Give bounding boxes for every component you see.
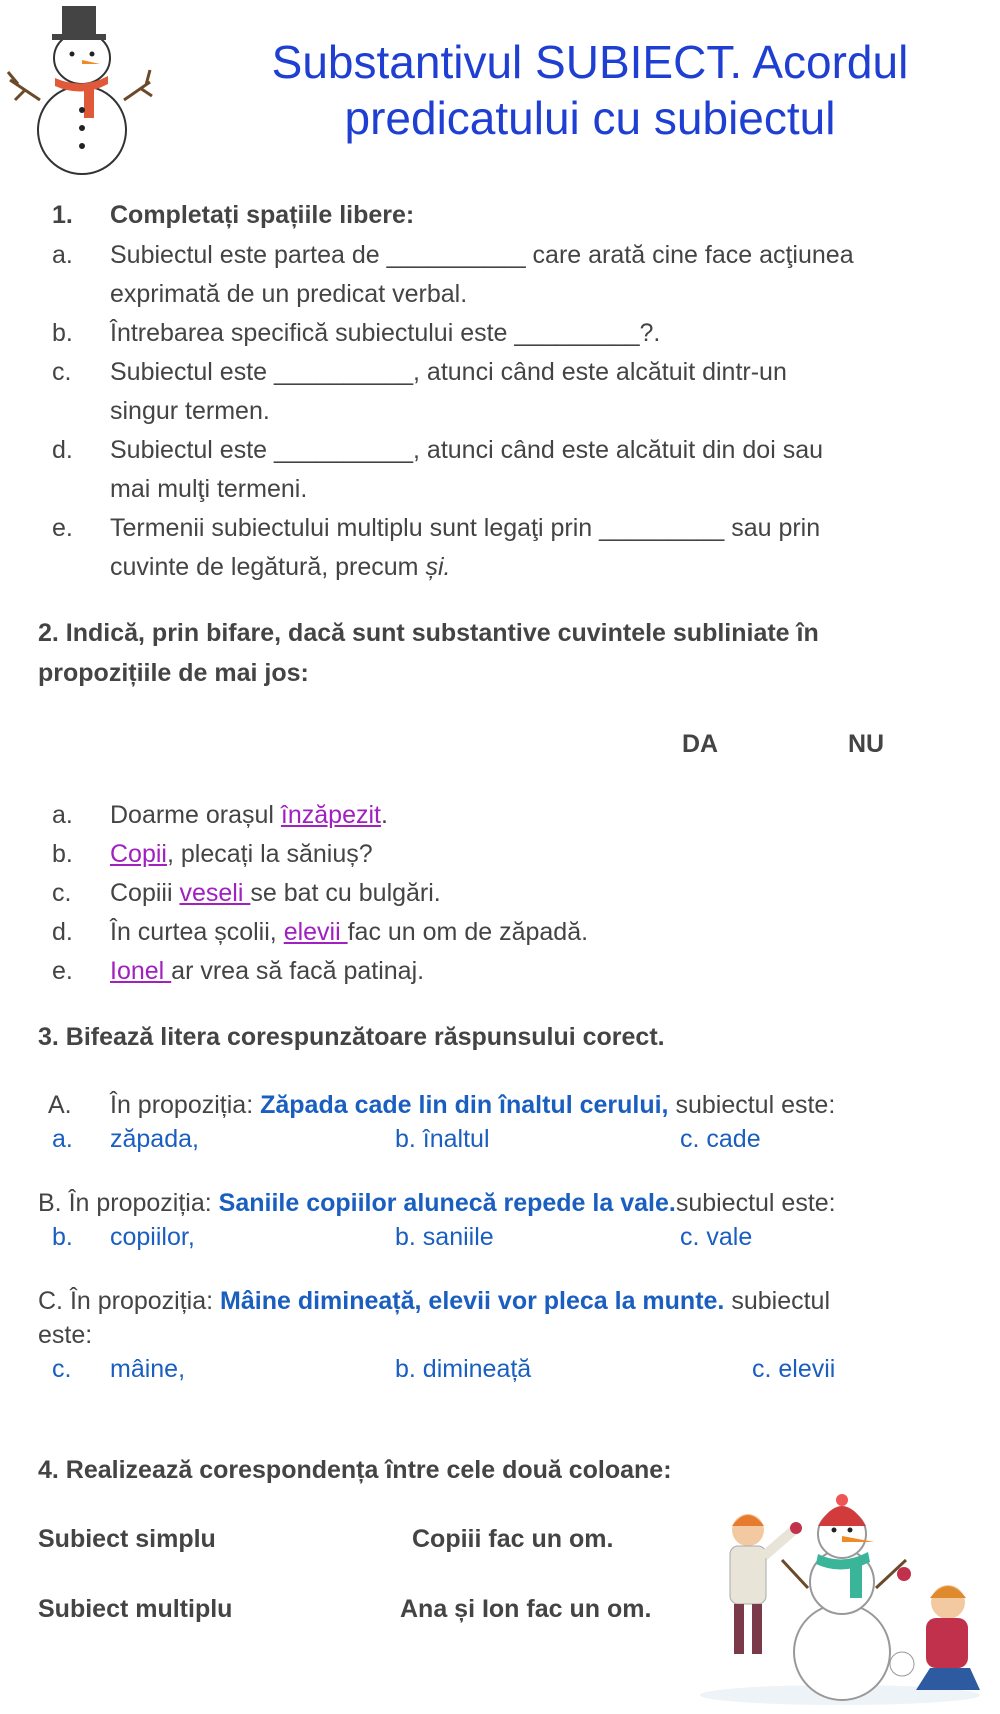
ex1-heading: Completați spațiile libere: [110, 201, 415, 229]
left-column-item[interactable]: Subiect multiplu [38, 1595, 233, 1623]
column-nu: NU [848, 730, 885, 758]
option-b3[interactable]: c. vale [680, 1223, 753, 1251]
column-da: DA [682, 730, 719, 758]
right-column-item[interactable]: Copiii fac un om. [412, 1525, 614, 1553]
ex2-sentence: Ionel ar vrea să facă patinaj. [110, 957, 425, 985]
option-a1[interactable]: zăpada, [110, 1125, 199, 1153]
snowman-illustration [0, 0, 160, 180]
ex2-sentence: Doarme orașul înzăpezit. [110, 801, 388, 829]
ex2-heading-line2: propozițiile de mai jos: [38, 659, 309, 687]
question-c-cont: este: [38, 1321, 93, 1349]
ex2-letter: c. [52, 879, 72, 907]
ex1-item-b-line1: Întrebarea specifică subiectului este _________?. [110, 319, 661, 347]
ex1-item-a-line1: Subiectul este partea de __________ care arată cine face acţiunea [110, 241, 854, 269]
ex1-item-d-line1: Subiectul este __________, atunci când este alcătuit din doi sau [110, 436, 824, 464]
ex2-letter: d. [52, 918, 73, 946]
ex1-item-d-line2: mai mulţi termeni. [110, 475, 308, 503]
ex1-item-c-line2: singur termen. [110, 397, 270, 425]
page-title: Substantivul SUBIECT. Acordul predicatului cu subiectul [271, 36, 909, 144]
ex1-letter: d. [52, 436, 73, 464]
option-b2[interactable]: b. saniile [395, 1223, 494, 1251]
ex1-item-c-line1: Subiectul este __________, atunci când este alcătuit dintr-un [110, 358, 787, 386]
ex2-sentence: În curtea școlii, elevii fac un om de zăpadă. [110, 918, 589, 946]
option-a3[interactable]: c. cade [680, 1125, 761, 1153]
ex2-letter: b. [52, 840, 73, 868]
option-c3[interactable]: c. elevii [752, 1355, 836, 1383]
ex1-letter: a. [52, 241, 73, 269]
ex1-item-a-line2: exprimată de un predicat verbal. [110, 280, 468, 308]
option-a2[interactable]: b. înaltul [395, 1125, 490, 1153]
ex2-letter: e. [52, 957, 73, 985]
option-b1[interactable]: copiilor, [110, 1223, 195, 1251]
question-b: B. În propoziția: Saniile copiilor alunecă repede la vale.subiectul este: [38, 1189, 836, 1217]
ex1-letter: e. [52, 514, 73, 542]
question-label: A. [48, 1091, 72, 1119]
ex1-item-e-line2: cuvinte de legătură, precum și. [110, 553, 451, 581]
ex2-sentence: Copiii veseli se bat cu bulgări. [110, 879, 441, 907]
ex2-letter: a. [52, 801, 73, 829]
ex4-heading: 4. Realizează corespondența între cele două coloane: [38, 1456, 672, 1484]
ex2-heading-line1: 2. Indică, prin bifare, dacă sunt substantive cuvintele subliniate în [38, 619, 819, 647]
kids-snowman-illustration [690, 1490, 995, 1710]
ex1-item-e-line1: Termenii subiectului multiplu sunt legaţi prin _________ sau prin [110, 514, 821, 542]
left-column-item[interactable]: Subiect simplu [38, 1525, 216, 1553]
ex1-letter: b. [52, 319, 73, 347]
question-a: În propoziția: Zăpada cade lin din înaltul cerului, subiectul este: [110, 1091, 836, 1119]
right-column-item[interactable]: Ana și Ion fac un om. [400, 1595, 652, 1623]
ex1-number: 1. [52, 201, 73, 229]
option-letter: a. [52, 1125, 73, 1153]
option-c1[interactable]: mâine, [110, 1355, 186, 1383]
ex2-sentence: Copii, plecați la săniuș? [110, 840, 373, 868]
ex3-heading: 3. Bifează litera corespunzătoare răspunsului corect. [38, 1023, 665, 1051]
option-c2[interactable]: b. dimineață [395, 1355, 532, 1383]
option-letter: c. [52, 1355, 72, 1383]
question-c: C. În propoziția: Mâine dimineață, elevii vor pleca la munte. subiectul [38, 1287, 831, 1315]
ex1-letter: c. [52, 358, 72, 386]
option-letter: b. [52, 1223, 73, 1251]
